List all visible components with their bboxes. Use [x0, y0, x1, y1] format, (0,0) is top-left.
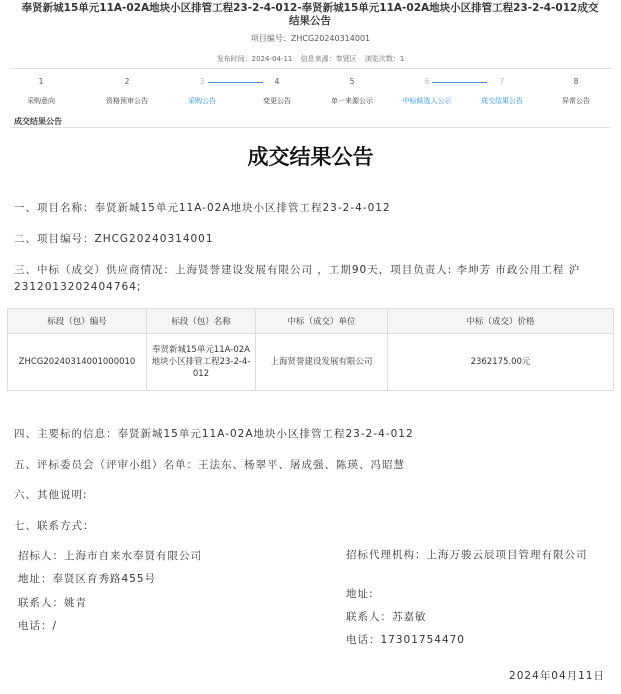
- section-tag: 成交结果公告: [14, 117, 62, 126]
- tenderer-name: 招标人：上海市自来水奉贤有限公司: [18, 550, 202, 562]
- publish-date: 发布时间：2024-04-11: [216, 55, 293, 63]
- step-candidate-notice[interactable]: 6 中标候选人公示: [402, 77, 452, 105]
- footer-date: 2024年04月11日: [509, 670, 605, 682]
- agency-contact-person: 联系人：苏嘉敏: [346, 611, 427, 623]
- result-table: [7, 308, 614, 391]
- process-steps: [0, 76, 621, 116]
- col-header-lot-code: 标段（包）编号: [8, 309, 147, 334]
- step-procurement-notice[interactable]: 3 采购公告: [188, 77, 216, 105]
- agency-name: 招标代理机构：上海万骏云辰项目管理有限公司: [346, 549, 588, 561]
- table-row: [8, 334, 614, 391]
- agency-phone: 电话：17301754470: [346, 634, 465, 646]
- cell-lot-name: 奉贤新城15单元11A-02A地块小区排管工程23-2-4-012: [147, 334, 256, 391]
- step-change-notice[interactable]: 4 变更公告: [263, 77, 291, 105]
- item-main-subject: 四、主要标的信息：奉贤新城15单元11A-02A地块小区排管工程23-2-4-012: [14, 428, 414, 440]
- item-project-number: 二、项目编号：ZHCG20240314001: [14, 233, 214, 245]
- info-source: 信息来源：奉贤区: [300, 55, 357, 63]
- item-committee: 五、评标委员会（评审小组）名单：王法东、杨翠平、屠成强、陈瑛、冯昭慧: [14, 459, 405, 471]
- tenderer-address: 地址：奉贤区育秀路455号: [18, 573, 157, 585]
- tenderer-phone: 电话：/: [18, 620, 58, 632]
- step-purchase-intent[interactable]: 1 采购意向: [27, 77, 55, 105]
- col-header-price: 中标（成交）价格: [388, 309, 614, 334]
- step-result-notice[interactable]: 7 成交结果公告: [481, 77, 523, 105]
- item-contact-heading: 七、联系方式：: [14, 520, 95, 532]
- col-header-lot-name: 标段（包）名称: [147, 309, 256, 334]
- page-title: 成交结果公告: [247, 145, 374, 169]
- view-count: 浏览次数：1: [364, 55, 405, 63]
- step-abnormal-notice[interactable]: 8 异常公告: [562, 77, 590, 105]
- agency-address: 地址:: [346, 588, 374, 600]
- cell-winner: 上海贤誉建设发展有限公司: [256, 334, 388, 391]
- step-single-source[interactable]: 5 单一来源公示: [331, 77, 373, 105]
- col-header-winner: 中标（成交）单位: [256, 309, 388, 334]
- cell-lot-code: ZHCG20240314001000010: [8, 334, 147, 391]
- item-project-name: 一、项目名称：奉贤新城15单元11A-02A地块小区排管工程23-2-4-012: [14, 202, 391, 214]
- meta-line: [0, 54, 621, 64]
- tenderer-contact-person: 联系人：姚青: [18, 597, 87, 609]
- cell-price: 2362175.00元: [388, 334, 614, 391]
- step-prequal-notice[interactable]: 2 资格预审公告: [106, 77, 148, 105]
- project-number: 项目编号：ZHCG20240314001: [250, 34, 371, 43]
- divider: [10, 68, 611, 69]
- notice-header-title: 奉贤新城15单元11A-02A地块小区排管工程23-2-4-012-奉贤新城15单元11A-02A地块小区排管工程23-2-4-012成交结果公告: [21, 2, 599, 27]
- item-supplier-info: 三、中标（成交）供应商情况：上海贤誉建设发展有限公司 ，工期90天，项目负责人: 李坤芳 市政公用工程 沪2312013202404764;: [14, 264, 581, 293]
- divider: [10, 127, 611, 128]
- item-other-notes: 六、其他说明:: [14, 489, 88, 501]
- table-header-row: [8, 309, 614, 334]
